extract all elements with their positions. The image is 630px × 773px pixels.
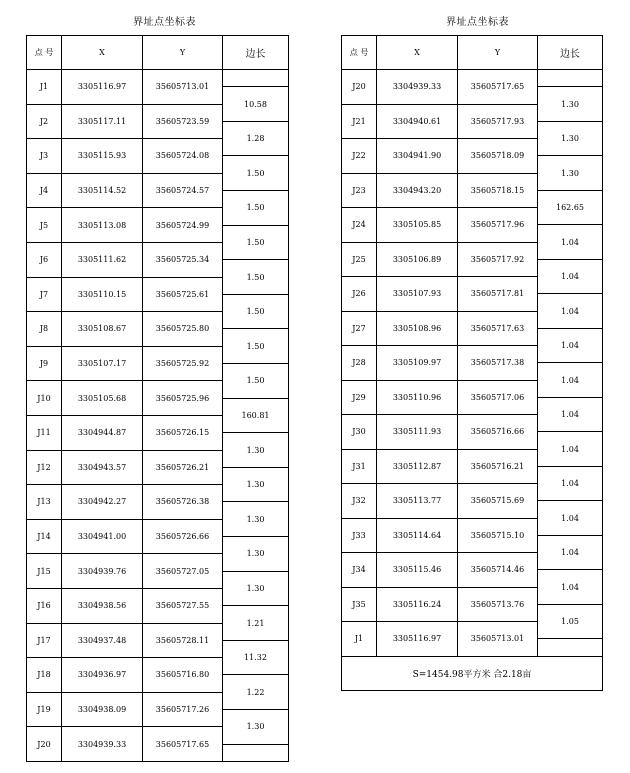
x-coordinate-cell: 3305109.97 [377, 346, 458, 381]
point-id-cell: J15 [27, 554, 62, 589]
y-coordinate-cell: 35605727.05 [143, 554, 223, 589]
point-id-cell: J6 [27, 242, 62, 277]
y-coordinate-cell: 35605724.57 [143, 173, 223, 208]
point-id-cell: J4 [27, 173, 62, 208]
left-coordinate-table [26, 35, 289, 762]
x-coordinate-cell: 3304941.90 [377, 139, 458, 174]
x-coordinate-cell: 3304942.27 [62, 485, 143, 520]
point-id-cell: J35 [342, 587, 377, 622]
point-id-cell: J13 [27, 485, 62, 520]
y-coordinate-cell: 35605723.59 [143, 104, 223, 139]
y-coordinate-cell: 35605717.65 [143, 727, 223, 762]
y-coordinate-cell: 35605726.66 [143, 519, 223, 554]
edge-length-cell: 1.04 [538, 225, 603, 260]
x-coordinate-cell: 3304943.57 [62, 450, 143, 485]
y-coordinate-cell: 35605725.92 [143, 346, 223, 381]
edge-length-cell: 1.30 [223, 537, 289, 572]
x-coordinate-cell: 3305113.08 [62, 208, 143, 243]
y-coordinate-cell: 35605717.92 [458, 242, 538, 277]
x-coordinate-cell: 3304937.48 [62, 623, 143, 658]
edge-length-cell: 1.05 [538, 604, 603, 639]
x-coordinate-cell: 3305106.89 [377, 242, 458, 277]
y-coordinate-cell: 35605717.26 [143, 692, 223, 727]
edge-length-cell: 1.04 [538, 328, 603, 363]
x-coordinate-cell: 3305105.85 [377, 208, 458, 243]
edge-empty-cell [538, 70, 603, 87]
point-id-cell: J17 [27, 623, 62, 658]
point-id-cell: J32 [342, 484, 377, 519]
point-id-cell: J21 [342, 104, 377, 139]
x-coordinate-cell: 3305115.93 [62, 139, 143, 174]
x-coordinate-cell: 3304938.09 [62, 692, 143, 727]
y-coordinate-cell: 35605726.21 [143, 450, 223, 485]
edge-length-cell: 1.04 [538, 432, 603, 467]
x-coordinate-cell: 3305110.15 [62, 277, 143, 312]
y-coordinate-cell: 35605717.81 [458, 277, 538, 312]
point-id-cell: J11 [27, 415, 62, 450]
edge-length-cell: 1.30 [223, 502, 289, 537]
edge-length-cell: 1.30 [538, 87, 603, 122]
y-coordinate-cell: 35605713.76 [458, 587, 538, 622]
x-coordinate-cell: 3304944.87 [62, 415, 143, 450]
x-coordinate-cell: 3305116.97 [62, 70, 143, 105]
edge-length-cell: 11.32 [223, 640, 289, 675]
edge-length-cell: 1.50 [223, 156, 289, 191]
edge-length-cell: 1.04 [538, 466, 603, 501]
point-id-cell: J19 [27, 692, 62, 727]
point-id-cell: J22 [342, 139, 377, 174]
header-x: X [377, 36, 458, 70]
point-id-cell: J1 [27, 70, 62, 105]
x-coordinate-cell: 3305108.67 [62, 312, 143, 347]
x-coordinate-cell: 3305116.97 [377, 622, 458, 657]
point-id-cell: J1 [342, 622, 377, 657]
y-coordinate-cell: 35605717.38 [458, 346, 538, 381]
table-row [27, 70, 289, 87]
area-total-text: S=1454.98平方米 合2.18亩 [342, 656, 603, 690]
edge-length-cell: 1.50 [223, 225, 289, 260]
edge-length-cell: 10.58 [223, 87, 289, 122]
y-coordinate-cell: 35605717.65 [458, 70, 538, 105]
edge-length-cell: 1.04 [538, 501, 603, 536]
point-id-cell: J23 [342, 173, 377, 208]
y-coordinate-cell: 35605713.01 [143, 70, 223, 105]
x-coordinate-cell: 3304938.56 [62, 588, 143, 623]
point-id-cell: J8 [27, 312, 62, 347]
y-coordinate-cell: 35605713.01 [458, 622, 538, 657]
y-coordinate-cell: 35605725.34 [143, 242, 223, 277]
edge-length-cell: 1.04 [538, 259, 603, 294]
point-id-cell: J27 [342, 311, 377, 346]
x-coordinate-cell: 3305112.87 [377, 449, 458, 484]
point-id-cell: J31 [342, 449, 377, 484]
edge-length-cell: 1.30 [223, 709, 289, 744]
left-table-title: 界址点坐标表 [133, 17, 196, 28]
header-edge-length: 边长 [538, 36, 603, 70]
header-y: Y [458, 36, 538, 70]
x-coordinate-cell: 3304939.76 [62, 554, 143, 589]
point-id-cell: J18 [27, 658, 62, 693]
edge-empty-cell [223, 70, 289, 87]
point-id-cell: J5 [27, 208, 62, 243]
edge-empty-cell [223, 744, 289, 761]
edge-length-cell: 1.22 [223, 675, 289, 710]
edge-length-cell: 1.28 [223, 121, 289, 156]
y-coordinate-cell: 35605727.55 [143, 588, 223, 623]
point-id-cell: J28 [342, 346, 377, 381]
edge-length-cell: 1.04 [538, 363, 603, 398]
x-coordinate-cell: 3304943.20 [377, 173, 458, 208]
right-table-title: 界址点坐标表 [446, 17, 509, 28]
x-coordinate-cell: 3305115.46 [377, 553, 458, 588]
y-coordinate-cell: 35605726.38 [143, 485, 223, 520]
edge-length-cell: 1.04 [538, 397, 603, 432]
point-id-cell: J29 [342, 380, 377, 415]
y-coordinate-cell: 35605718.09 [458, 139, 538, 174]
y-coordinate-cell: 35605724.08 [143, 139, 223, 174]
header-edge-length: 边长 [223, 36, 289, 70]
x-coordinate-cell: 3305114.64 [377, 518, 458, 553]
x-coordinate-cell: 3304939.33 [377, 70, 458, 105]
x-coordinate-cell: 3305111.62 [62, 242, 143, 277]
edge-length-cell: 1.50 [223, 329, 289, 364]
edge-length-cell: 1.30 [223, 571, 289, 606]
y-coordinate-cell: 35605724.99 [143, 208, 223, 243]
point-id-cell: J24 [342, 208, 377, 243]
y-coordinate-cell: 35605715.10 [458, 518, 538, 553]
header-point-number: 点 号 [27, 36, 62, 70]
edge-length-cell: 1.50 [223, 294, 289, 329]
edge-empty-cell [538, 639, 603, 656]
point-id-cell: J25 [342, 242, 377, 277]
edge-length-cell: 1.04 [538, 570, 603, 605]
x-coordinate-cell: 3305113.77 [377, 484, 458, 519]
point-id-cell: J30 [342, 415, 377, 450]
point-id-cell: J14 [27, 519, 62, 554]
x-coordinate-cell: 3304941.00 [62, 519, 143, 554]
y-coordinate-cell: 35605728.11 [143, 623, 223, 658]
y-coordinate-cell: 35605725.96 [143, 381, 223, 416]
edge-length-cell: 1.30 [223, 433, 289, 468]
header-y: Y [143, 36, 223, 70]
y-coordinate-cell: 35605716.66 [458, 415, 538, 450]
right-coordinate-table [341, 35, 603, 691]
x-coordinate-cell: 3305110.96 [377, 380, 458, 415]
x-coordinate-cell: 3305108.96 [377, 311, 458, 346]
y-coordinate-cell: 35605717.96 [458, 208, 538, 243]
y-coordinate-cell: 35605717.06 [458, 380, 538, 415]
y-coordinate-cell: 35605716.21 [458, 449, 538, 484]
edge-length-cell: 1.04 [538, 535, 603, 570]
y-coordinate-cell: 35605726.15 [143, 415, 223, 450]
point-id-cell: J12 [27, 450, 62, 485]
x-coordinate-cell: 3304936.97 [62, 658, 143, 693]
edge-length-cell: 1.50 [223, 364, 289, 399]
edge-length-cell: 1.30 [538, 121, 603, 156]
point-id-cell: J16 [27, 588, 62, 623]
point-id-cell: J20 [27, 727, 62, 762]
y-coordinate-cell: 35605717.63 [458, 311, 538, 346]
x-coordinate-cell: 3305111.93 [377, 415, 458, 450]
y-coordinate-cell: 35605716.80 [143, 658, 223, 693]
edge-length-cell: 1.30 [538, 156, 603, 191]
y-coordinate-cell: 35605715.69 [458, 484, 538, 519]
table-row [342, 70, 603, 87]
edge-length-cell: 1.50 [223, 191, 289, 226]
point-id-cell: J9 [27, 346, 62, 381]
x-coordinate-cell: 3305117.11 [62, 104, 143, 139]
point-id-cell: J7 [27, 277, 62, 312]
x-coordinate-cell: 3305116.24 [377, 587, 458, 622]
y-coordinate-cell: 35605718.15 [458, 173, 538, 208]
edge-length-cell: 1.50 [223, 260, 289, 295]
header-x: X [62, 36, 143, 70]
point-id-cell: J10 [27, 381, 62, 416]
x-coordinate-cell: 3304939.33 [62, 727, 143, 762]
point-id-cell: J20 [342, 70, 377, 105]
area-total-row [342, 656, 603, 690]
point-id-cell: J2 [27, 104, 62, 139]
x-coordinate-cell: 3304940.61 [377, 104, 458, 139]
y-coordinate-cell: 35605714.46 [458, 553, 538, 588]
y-coordinate-cell: 35605725.61 [143, 277, 223, 312]
point-id-cell: J33 [342, 518, 377, 553]
x-coordinate-cell: 3305107.17 [62, 346, 143, 381]
y-coordinate-cell: 35605717.93 [458, 104, 538, 139]
edge-length-cell: 1.04 [538, 294, 603, 329]
edge-length-cell: 1.21 [223, 606, 289, 641]
x-coordinate-cell: 3305105.68 [62, 381, 143, 416]
point-id-cell: J3 [27, 139, 62, 174]
edge-length-cell: 162.65 [538, 190, 603, 225]
edge-length-cell: 160.81 [223, 398, 289, 433]
x-coordinate-cell: 3305107.93 [377, 277, 458, 312]
point-id-cell: J26 [342, 277, 377, 312]
header-point-number: 点 号 [342, 36, 377, 70]
y-coordinate-cell: 35605725.80 [143, 312, 223, 347]
point-id-cell: J34 [342, 553, 377, 588]
edge-length-cell: 1.30 [223, 467, 289, 502]
x-coordinate-cell: 3305114.52 [62, 173, 143, 208]
